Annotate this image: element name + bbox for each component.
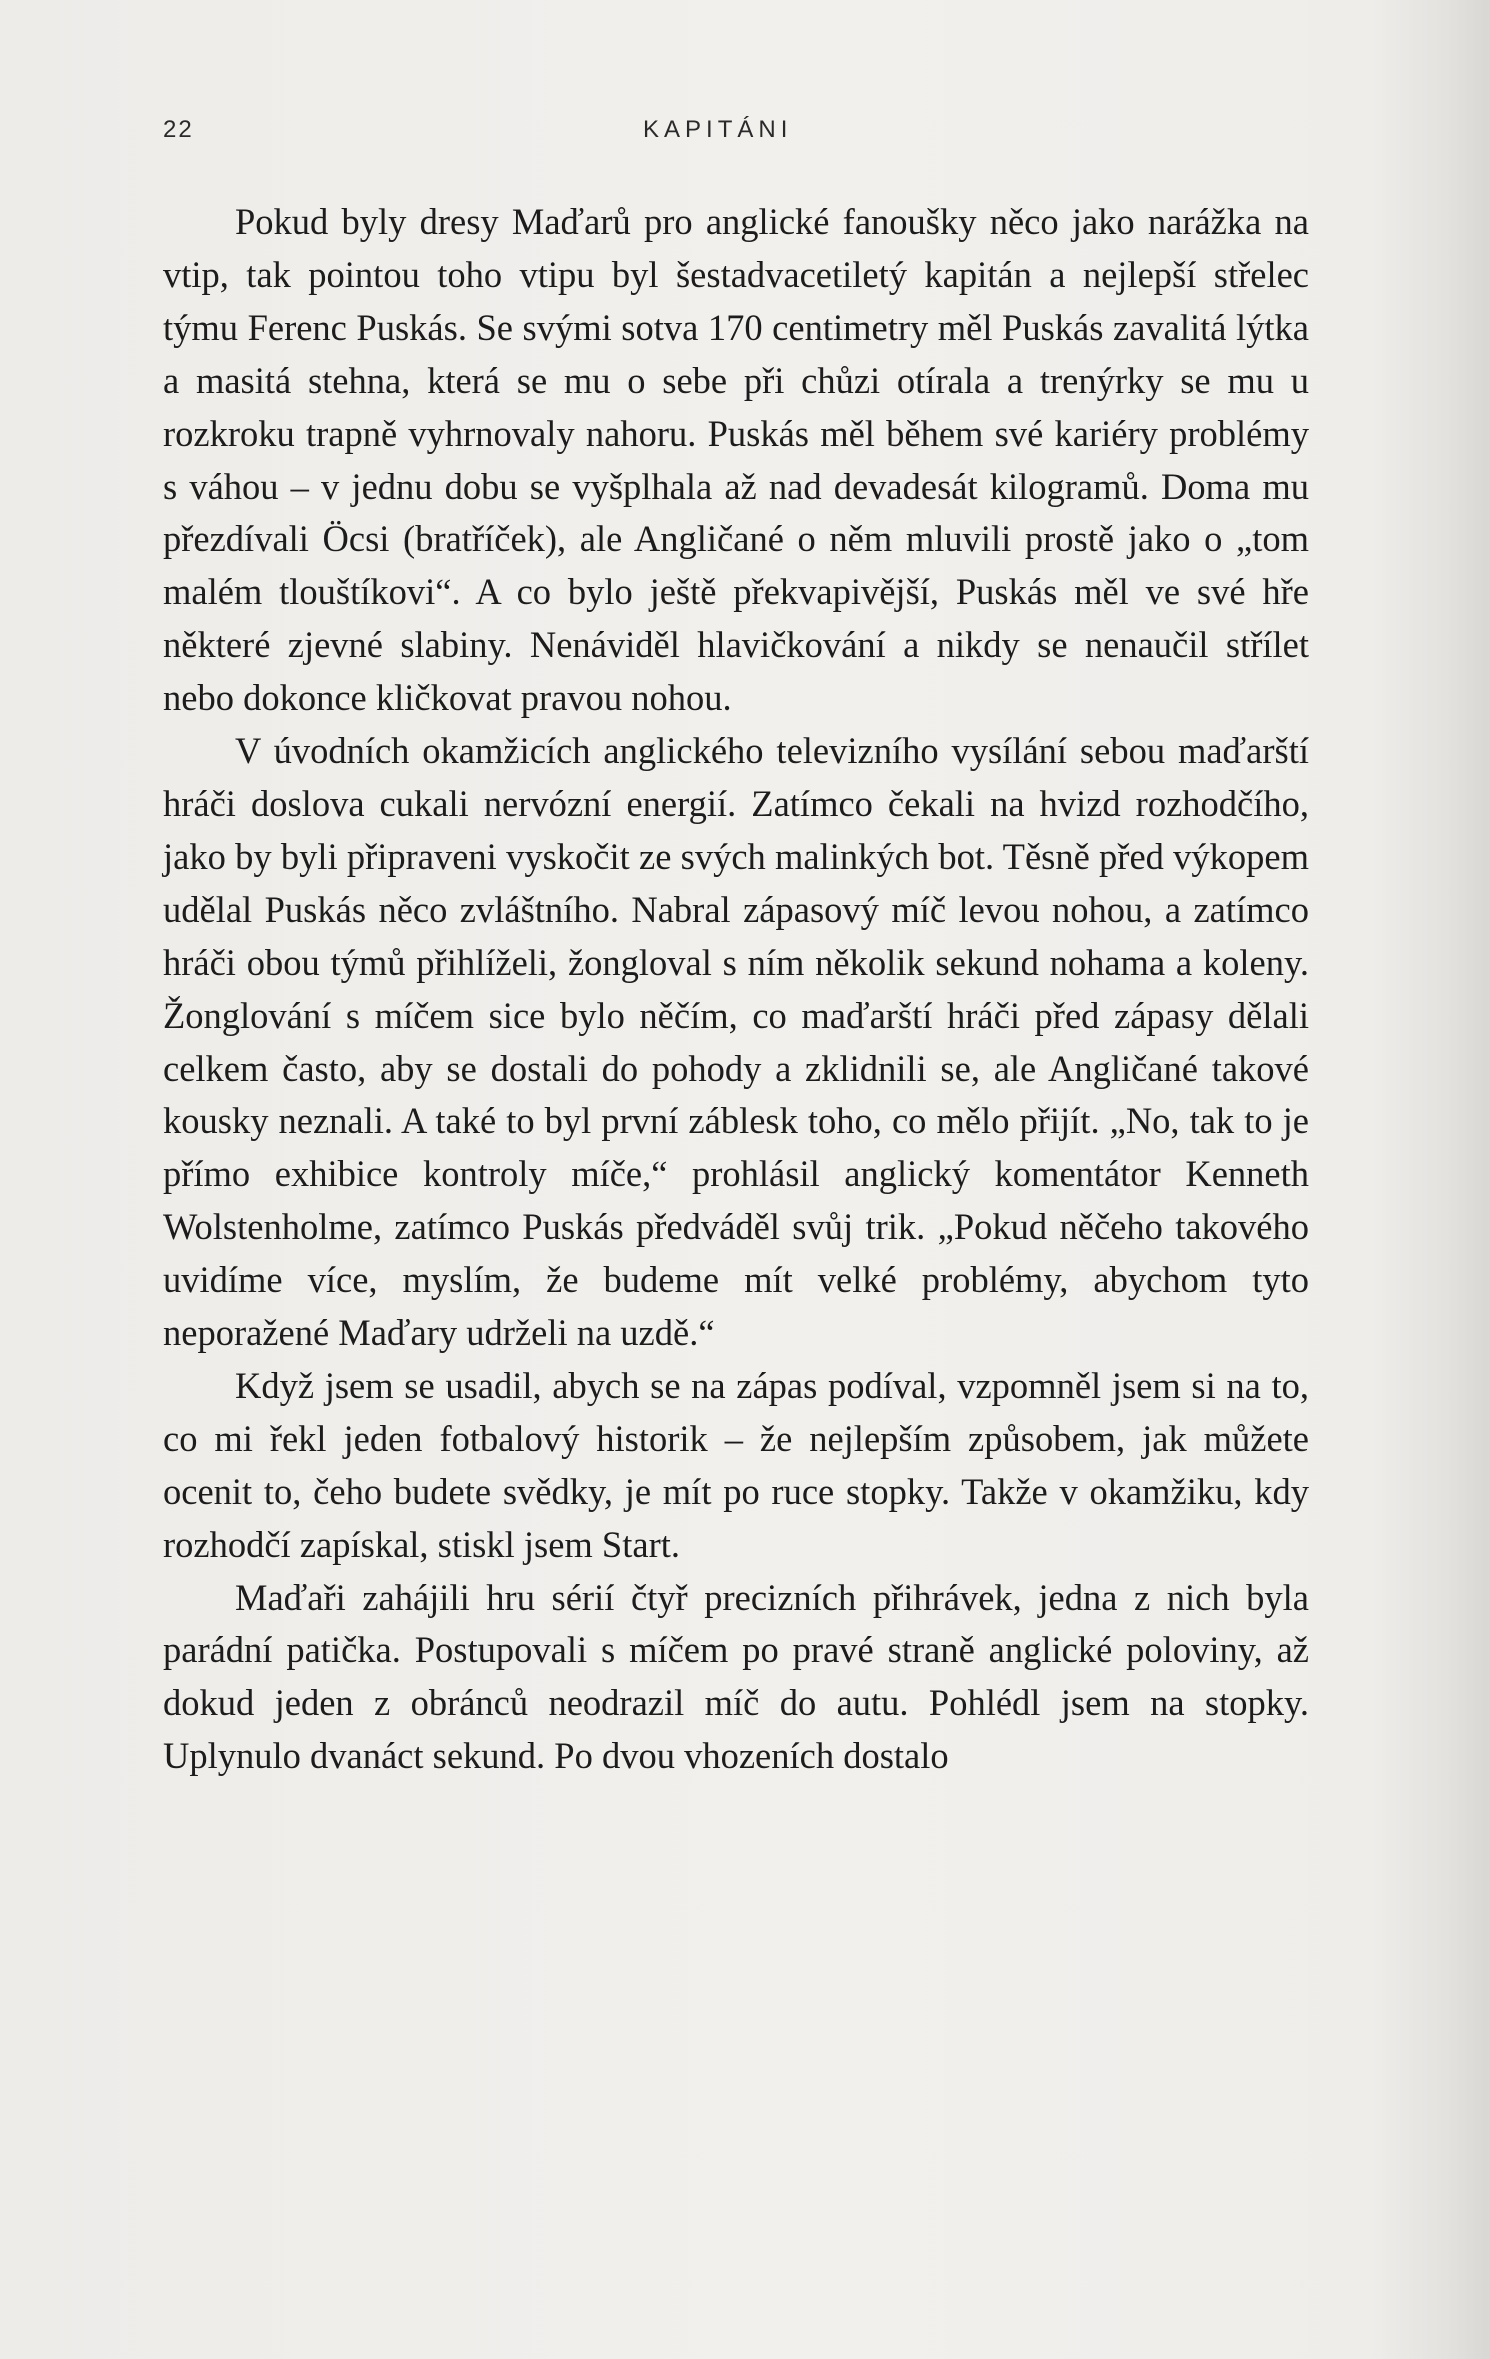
page-number: 22 <box>163 116 194 143</box>
paragraph-3: Když jsem se usadil, abych se na zápas podíval, vzpomněl jsem si na to, co mi řekl jeden fotbalový historik – že nejlepším způsobem, jak můžete ocenit to, čeho budete svědky, je mít po ruce stopky. Takže v okamžiku, kdy rozhodčí zapískal, stiskl jsem Start. <box>163 1364 1309 1565</box>
paragraph-2: V úvodních okamžicích anglického televizního vysílání sebou maďarští hráči doslova cukali nervózní energií. Zatímco čekali na hvizd rozhodčího, jako by byli připraveni vyskočit ze svých malinkých bot. Těsně před výkopem udělal Puskás něco zvláštního. Nabral zápasový míč levou nohou, a zatímco hráči obou týmů přihlíželi, žongloval s ním několik sekund nohama a koleny. Žonglování s míčem sice bylo něčím, co maďarští hráči před zápasy dělali celkem často, aby se dostali do pohody a zklidnili se, ale Angličané takové kousky neznali. A také to byl první záblesk toho, co mělo přijít. „No, tak to je přímo exhibice kontroly míče,“ prohlásil anglický komentátor Kenneth Wolstenholme, zatímco Puskás předváděl svůj trik. „Pokud něčeho takového uvidíme více, myslím, že budeme mít velké problémy, abychom tyto neporažené Maďary udrželi na uzdě.“ <box>163 730 1309 1354</box>
paragraph-1: Pokud byly dresy Maďarů pro anglické fanoušky něco jako narážka na vtip, tak pointou toho vtipu byl šestadvacetiletý kapitán a nejlepší střelec týmu Ferenc Puskás. Se svými sotva 170 centimetry měl Puskás zavalitá lýtka a masitá stehna, která se mu o sebe při chůzi otírala a trenýrky se mu u rozkroku trapně vyhrnovaly nahoru. Puskás měl během své kariéry problémy s váhou – v jednu dobu se vyšplhala až nad devadesát kilogramů. Doma mu přezdívali Öcsi (bratříček), ale Angličané o něm mluvili prostě jako o „tom malém tlouštíkovi“. A co bylo ještě překvapivější, Puskás měl ve své hře některé zjevné slabiny. Nenáviděl hlavičkování a nikdy se nenaučil střílet nebo dokonce kličkovat pravou nohou. <box>163 201 1309 719</box>
body-text <box>163 196 1309 1783</box>
running-head: KAPITÁNI <box>643 116 793 143</box>
paragraph-4: Maďaři zahájili hru sérií čtyř precizních přihrávek, jedna z nich byla parádní patička. Postupovali s míčem po pravé straně anglické poloviny, až dokud jeden z obránců neodrazil míč do autu. Pohlédl jsem na stopky. Uplynulo dvanáct sekund. Po dvou vhozeních dostalo <box>163 1576 1309 1777</box>
page-header <box>0 116 1490 156</box>
